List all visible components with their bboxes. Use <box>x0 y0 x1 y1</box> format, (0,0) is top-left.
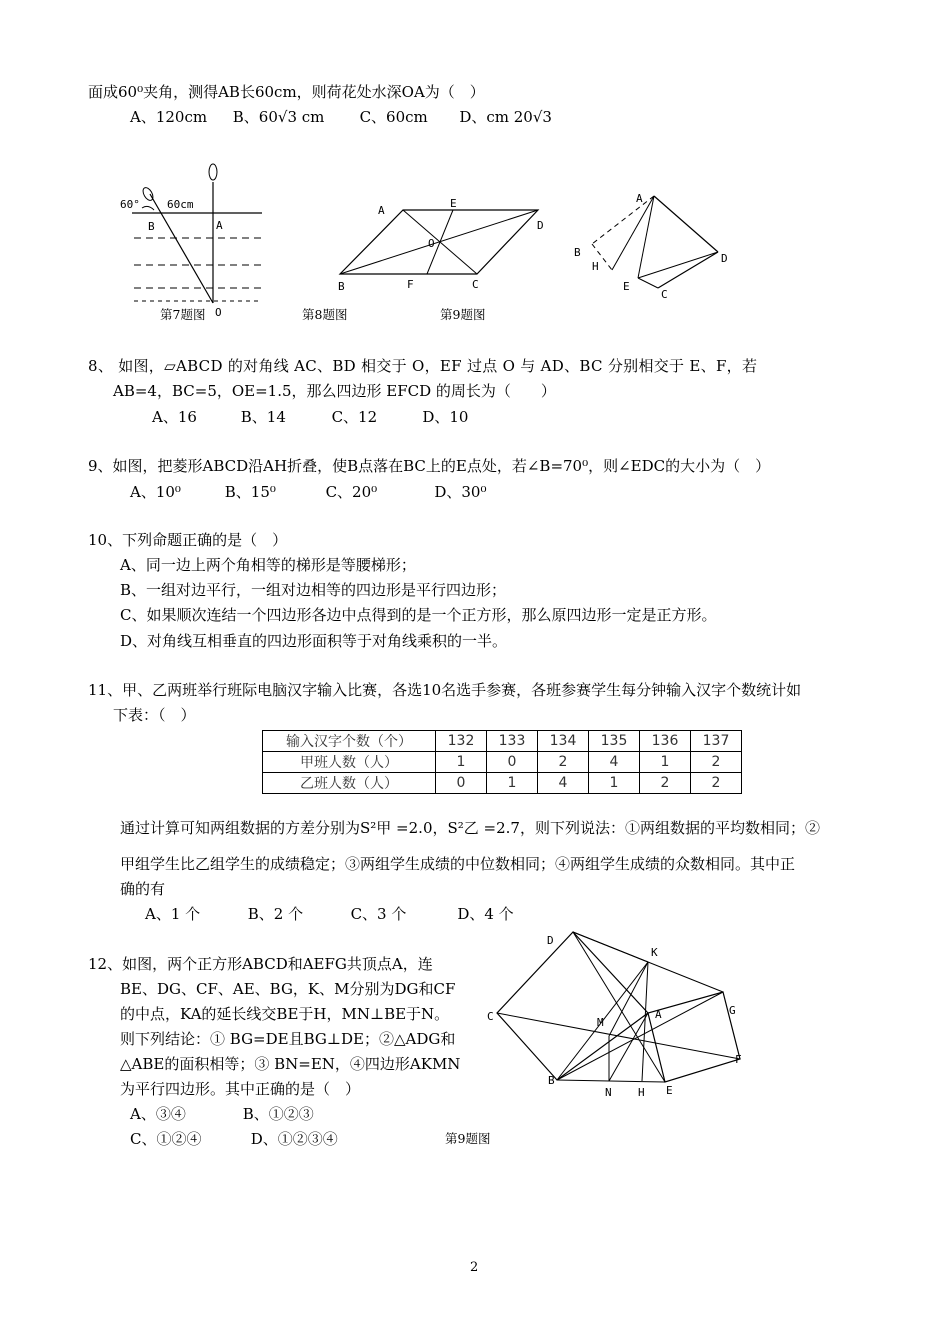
q8-line-2: AB=4，BC=5，OE=1.5，那么四边形 EFCD 的周长为（ ） <box>113 382 556 400</box>
q12-option-a: A、③④ <box>130 1105 186 1123</box>
fig9-label-e: E <box>623 280 630 293</box>
q9-options <box>130 482 486 502</box>
segment-dk <box>573 932 648 962</box>
fig12-label-b: B <box>548 1074 555 1087</box>
fig9-caption: 第9题图 <box>440 307 486 322</box>
fig9-label-c: C <box>661 288 668 301</box>
q8-option-a: A、16 <box>152 408 197 426</box>
q12-line-6: 为平行四边形。其中正确的是（ ） <box>120 1080 361 1098</box>
fig12-caption: 第9题图 <box>445 1131 491 1146</box>
fig7-label-length: 60cm <box>167 198 194 211</box>
q12-option-b: B、①②③ <box>242 1105 314 1123</box>
q7-option-d: D、cm 20√3 <box>459 108 552 126</box>
q11-option-c: C、3 个 <box>350 905 407 923</box>
figure-8-parallelogram-diagram <box>330 192 555 300</box>
table-cell: 输入汉字个数（个） <box>263 731 436 752</box>
table-cell: 137 <box>691 731 742 752</box>
table-row <box>263 731 742 752</box>
segment-km <box>609 962 648 1036</box>
fig9-label-d: D <box>721 252 728 265</box>
q7-options <box>130 107 552 127</box>
q11-option-b: B、2 个 <box>247 905 304 923</box>
table-cell: 4 <box>589 752 640 773</box>
lotus-bud-upright <box>209 164 217 180</box>
q10-option-b: B、一组对边平行，一组对边相等的四边形是平行四边形； <box>120 581 507 599</box>
q10-stem: 10、下列命题正确的是（ ） <box>88 531 288 549</box>
fig7-label-o: O <box>215 306 222 319</box>
table-cell: 1 <box>589 773 640 794</box>
q11-line-2: 下表：（ ） <box>113 706 196 724</box>
q12-line-1: 12、如图，两个正方形ABCD和AEFG共顶点A，连 <box>88 955 433 973</box>
q11-line-1: 11、甲、乙两班举行班际电脑汉字输入比赛，各选10名选手参赛，各班参赛学生每分钟输入汉字个数统计如 <box>88 681 802 699</box>
angle-arc <box>142 206 154 210</box>
q10-option-d: D、对角线互相垂直的四边形面积等于对角线乘积的一半。 <box>120 632 508 650</box>
table-cell: 乙班人数（人） <box>263 773 436 794</box>
fig9-label-h: H <box>592 260 599 273</box>
q9-stem: 9、如图，把菱形ABCD沿AH折叠，使B点落在BC上的E点处，若∠B=70⁰，则∠EDC的大小为（ ） <box>88 457 771 475</box>
q11-option-a: A、1 个 <box>145 905 201 923</box>
q12-option-c: C、①②④ <box>130 1130 202 1148</box>
table-cell: 0 <box>436 773 487 794</box>
figure-9-rhombus-fold-diagram <box>570 188 740 306</box>
q9-option-c: C、20⁰ <box>325 483 378 501</box>
table-cell: 甲班人数（人） <box>263 752 436 773</box>
q7-option-b: B、60√3 cm <box>232 108 325 126</box>
fig12-label-h: H <box>638 1086 645 1099</box>
q12-options-row-1 <box>130 1104 314 1124</box>
fig9-label-b: B <box>574 246 581 259</box>
q8-option-c: C、12 <box>331 408 378 426</box>
q12-line-4: 则下列结论：① BG=DE且BG⊥DE；②△ADG和 <box>120 1030 456 1048</box>
segment-ah <box>612 196 654 270</box>
fig8-label-d: D <box>537 219 544 232</box>
fig12-label-n: N <box>605 1086 612 1099</box>
table-cell: 134 <box>538 731 589 752</box>
segment-cf <box>497 1013 740 1059</box>
q12-options-row-2 <box>130 1129 338 1149</box>
q11-after-line-3: 确的有 <box>120 880 166 898</box>
q11-option-d: D、4 个 <box>457 905 514 923</box>
q9-option-d: D、30⁰ <box>434 483 487 501</box>
segment-ed <box>638 252 718 278</box>
table-cell: 1 <box>436 752 487 773</box>
side-ad <box>654 196 718 252</box>
fig12-label-c: C <box>487 1010 494 1023</box>
segment-be <box>557 1080 665 1082</box>
segment-ae <box>638 196 654 278</box>
table-cell: 135 <box>589 731 640 752</box>
fig7-label-a: A <box>216 219 223 232</box>
q12-line-2: BE、DG、CF、AE、BG，K、M分别为DG和CF <box>120 980 456 998</box>
fig8-caption: 第8题图 <box>302 307 348 322</box>
table-cell: 1 <box>640 752 691 773</box>
fig8-label-f: F <box>407 278 414 291</box>
table-cell: 2 <box>691 752 742 773</box>
q8-option-d: D、10 <box>422 408 469 426</box>
fig12-label-g: G <box>729 1004 736 1017</box>
figure-12-two-squares-diagram <box>485 926 760 1106</box>
fig12-label-a: A <box>655 1008 662 1021</box>
fig8-label-o: O <box>428 237 435 250</box>
table-cell: 136 <box>640 731 691 752</box>
fig7-caption: 第7题图 <box>160 307 206 322</box>
fig12-label-f: F <box>735 1053 742 1066</box>
q11-after-line-1: 通过计算可知两组数据的方差分别为S²甲 =2.0，S²乙 =2.7，则下列说法：①两组数据的平均数相同；② <box>120 819 820 837</box>
fig9-label-a: A <box>636 192 643 205</box>
square-aefg <box>648 992 740 1082</box>
fig8-label-c: C <box>472 278 479 291</box>
q11-after-line-2: 甲组学生比乙组学生的成绩稳定；③两组学生成绩的中位数相同；④两组学生成绩的众数相同。其中正 <box>120 855 796 873</box>
fig12-label-d: D <box>547 934 554 947</box>
table-cell: 2 <box>691 773 742 794</box>
page-number: 2 <box>470 1260 479 1275</box>
side-dc <box>658 252 718 288</box>
q11-options <box>145 904 514 924</box>
q8-line-1: 8、 如图，▱ABCD 的对角线 AC、BD 相交于 O，EF 过点 O 与 AD、BC 分别相交于 E、F，若 <box>88 357 758 375</box>
fig7-label-angle: 60° <box>120 198 140 211</box>
q8-options <box>152 407 468 427</box>
table-cell: 133 <box>487 731 538 752</box>
table-cell: 0 <box>487 752 538 773</box>
q10-option-c: C、如果顺次连结一个四边形各边中点得到的是一个正方形，那么原四边形一定是正方形。 <box>120 606 717 624</box>
fig8-label-a: A <box>378 204 385 217</box>
q11-data-table <box>262 730 742 794</box>
table-cell: 2 <box>640 773 691 794</box>
fig8-label-e: E <box>450 197 457 210</box>
table-cell: 4 <box>538 773 589 794</box>
q8-option-b: B、14 <box>240 408 286 426</box>
q12-option-d: D、①②③④ <box>250 1130 338 1148</box>
table-cell: 132 <box>436 731 487 752</box>
q9-option-a: A、10⁰ <box>130 483 181 501</box>
fig12-label-e: E <box>666 1084 673 1097</box>
segment-ec <box>638 278 658 288</box>
fig12-label-k: K <box>651 946 658 959</box>
fig7-label-b: B <box>148 220 155 233</box>
q7-option-c: C、60cm <box>359 108 428 126</box>
table-cell: 1 <box>487 773 538 794</box>
q10-option-a: A、同一边上两个角相等的梯形是等腰梯形； <box>120 556 416 574</box>
table-row <box>263 752 742 773</box>
q7-stem-tail: 面成60⁰夹角，测得AB长60cm，则荷花处水深OA为（ ） <box>88 83 485 101</box>
q7-option-a: A、120cm <box>130 108 208 126</box>
q9-option-b: B、15⁰ <box>224 483 276 501</box>
dashed-ab <box>592 196 654 244</box>
q12-line-3: 的中点，KA的延长线交BE于H，MN⊥BE于N。 <box>120 1005 450 1023</box>
fig12-label-m: M <box>597 1016 604 1029</box>
table-row <box>263 773 742 794</box>
q12-line-5: △ABE的面积相等；③ BN=EN，④四边形AKMN <box>120 1055 461 1073</box>
table-cell: 2 <box>538 752 589 773</box>
fig8-label-b: B <box>338 280 345 293</box>
